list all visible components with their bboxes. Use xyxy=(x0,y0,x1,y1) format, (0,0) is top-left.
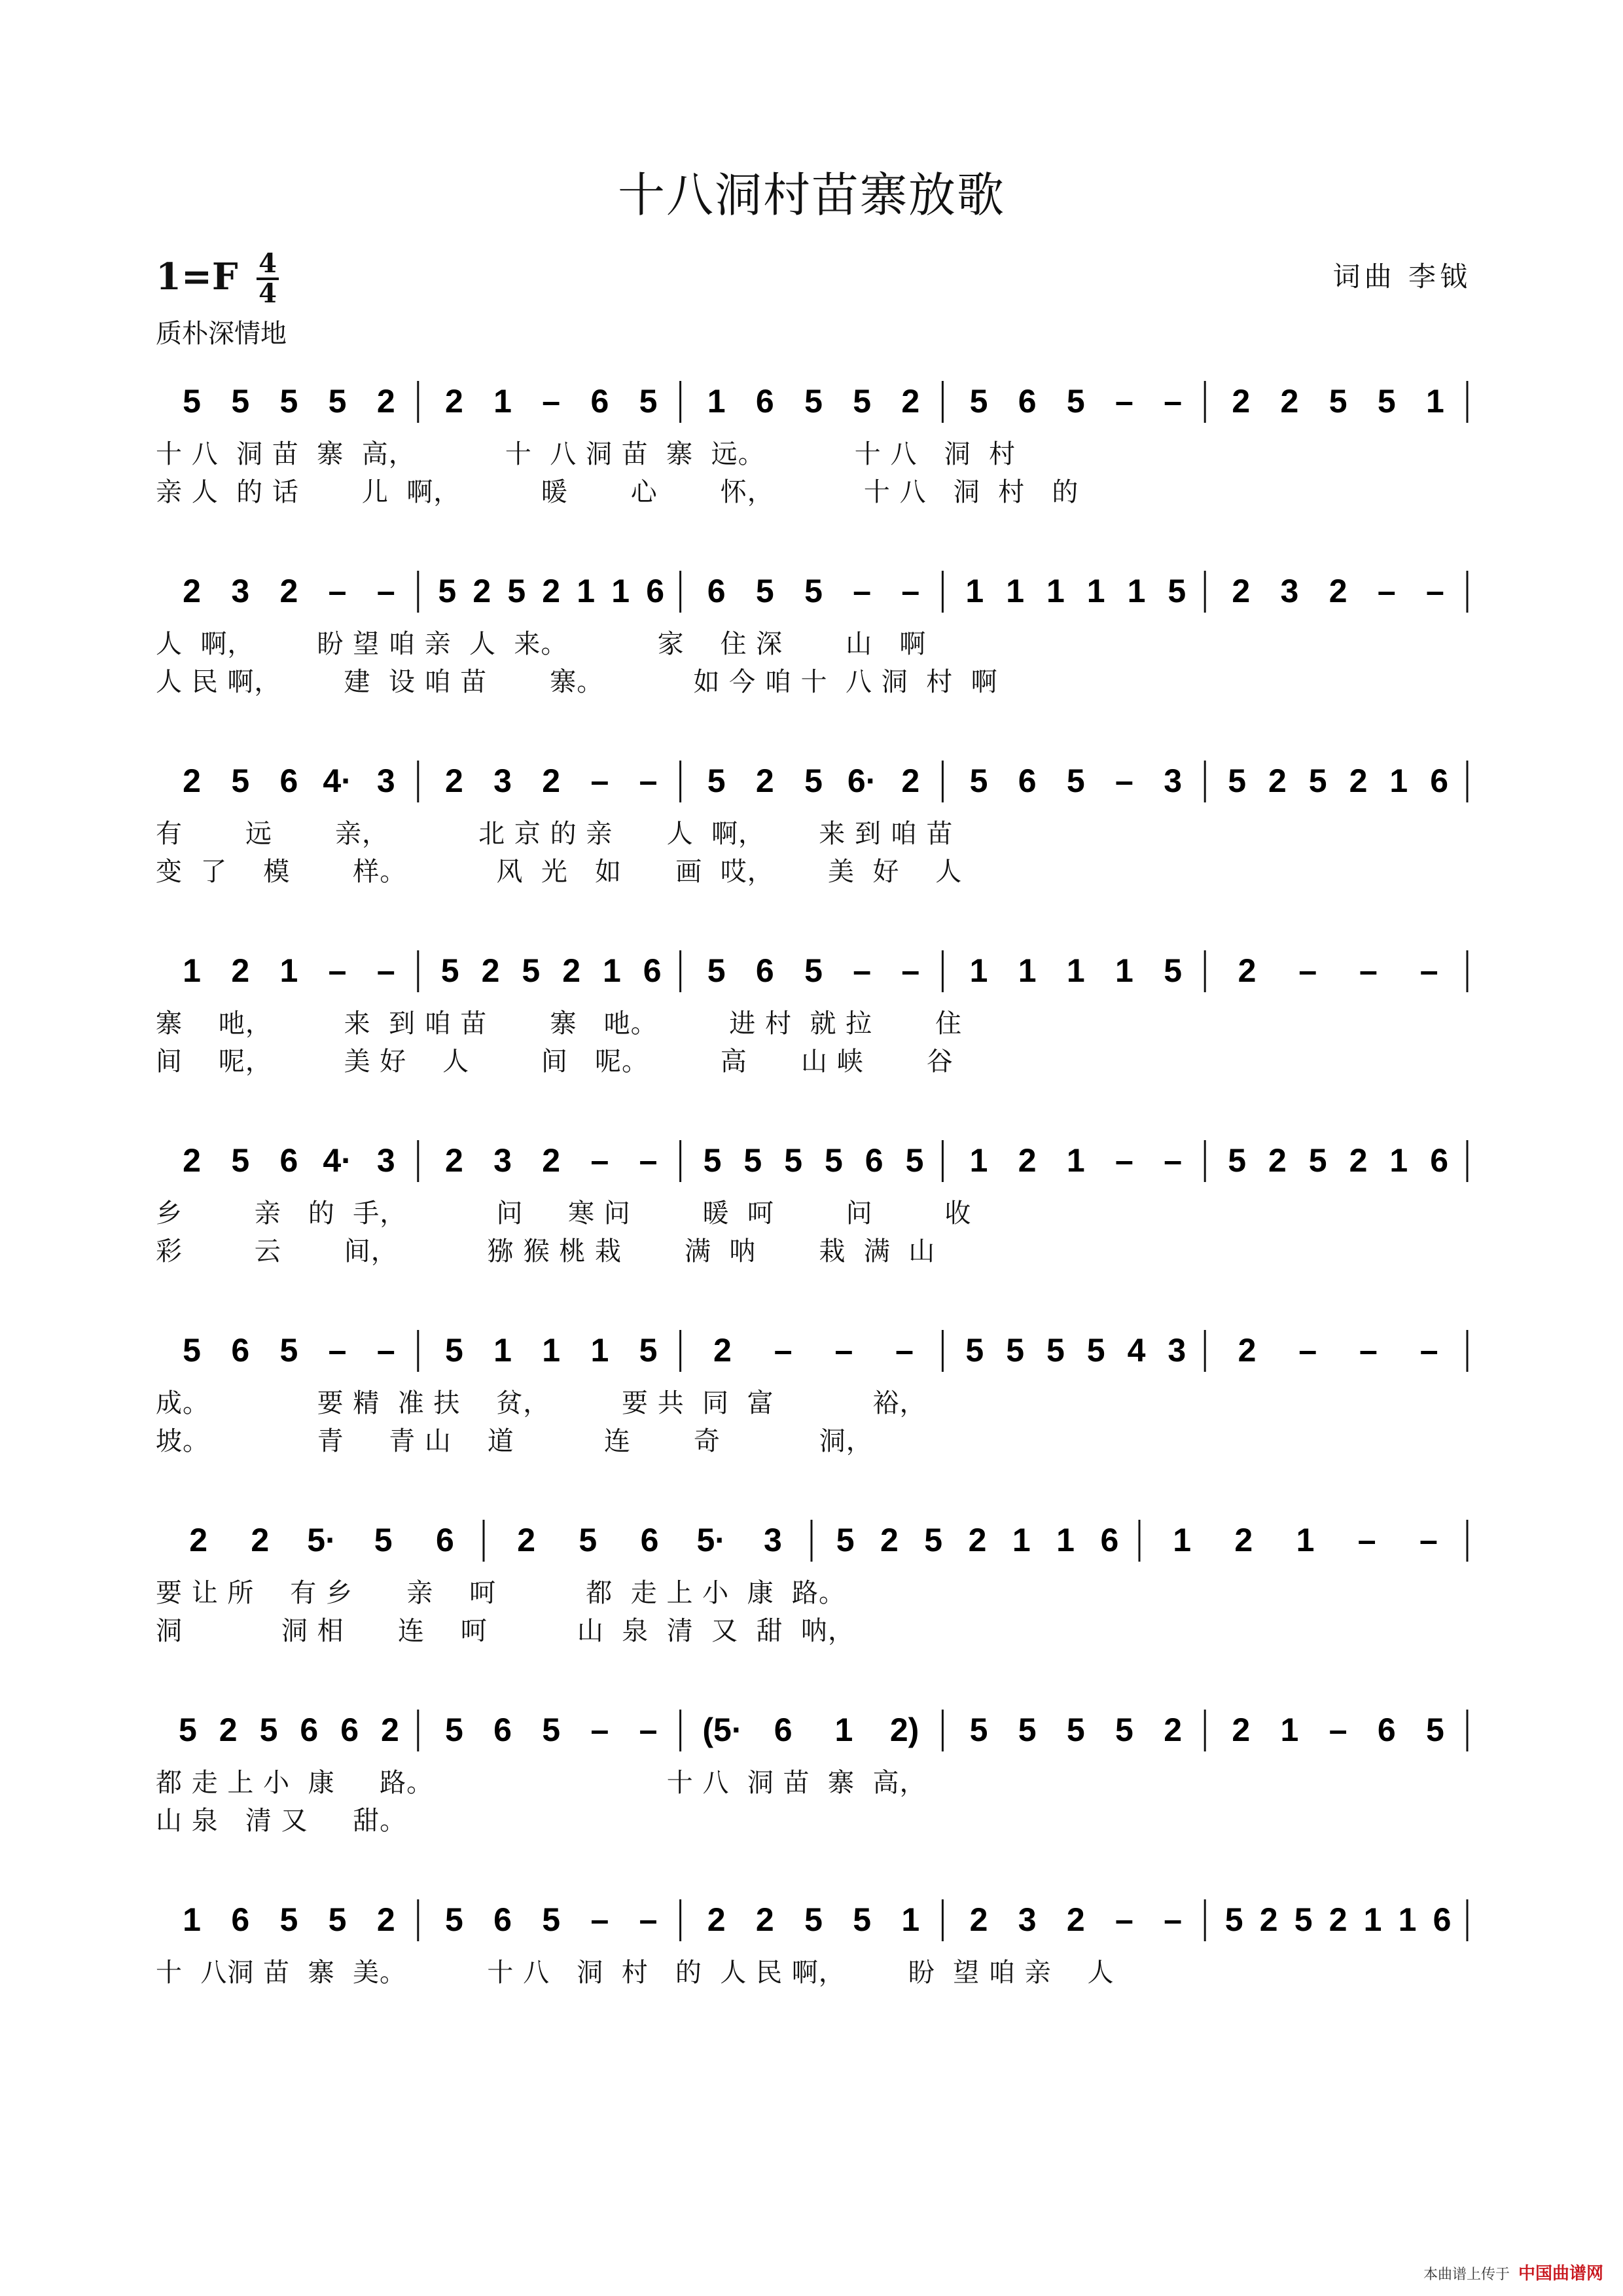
note: 6 xyxy=(1430,1142,1449,1179)
note: 4 xyxy=(1127,1332,1146,1369)
note: 1 xyxy=(834,1712,853,1748)
note: – xyxy=(376,952,395,989)
score-system xyxy=(0,1505,1623,1695)
note: 5 xyxy=(1294,1901,1313,1938)
note: 1 xyxy=(1398,1901,1417,1938)
note: 6 xyxy=(1377,1712,1396,1748)
note: 2 xyxy=(707,1901,726,1938)
note: – xyxy=(328,1332,347,1369)
notation-line xyxy=(0,1126,1623,1191)
note: – xyxy=(376,573,395,609)
note: 2 xyxy=(1232,383,1251,420)
note: – xyxy=(901,573,920,609)
note: 3 xyxy=(376,1142,395,1179)
note: 5 xyxy=(183,383,201,420)
note: 1 xyxy=(707,383,726,420)
note: 5 xyxy=(279,1332,298,1369)
note: 5 xyxy=(259,1712,278,1748)
note: 2 xyxy=(562,952,581,989)
note: 2 xyxy=(473,573,491,609)
lyric-line-2: 山 泉 清 又 甜。 xyxy=(156,1806,407,1836)
note: 5 xyxy=(804,952,823,989)
note: – xyxy=(590,1142,609,1179)
note: 5 xyxy=(328,383,347,420)
score-system xyxy=(0,556,1623,746)
note: 5 xyxy=(1329,383,1347,420)
note: 5 xyxy=(444,1712,463,1748)
note: 1 xyxy=(542,1332,561,1369)
note: 2 xyxy=(183,573,201,609)
note: – xyxy=(590,1901,609,1938)
note: 5 xyxy=(905,1142,924,1179)
note: 6 xyxy=(279,1142,298,1179)
note: 2 xyxy=(380,1712,399,1748)
note: 3 xyxy=(1280,573,1299,609)
note: 1 xyxy=(901,1901,920,1938)
score-system xyxy=(0,936,1623,1126)
note: – xyxy=(1115,383,1133,420)
note: 5 xyxy=(542,1901,561,1938)
note: 2 xyxy=(251,1522,270,1558)
note: 5 xyxy=(1224,1901,1243,1938)
note: 5 xyxy=(542,1712,561,1748)
note: 5 xyxy=(1168,573,1186,609)
note: 5 xyxy=(440,952,459,989)
note: 5 xyxy=(444,1332,463,1369)
note: 5 xyxy=(639,383,658,420)
note: – xyxy=(1164,1142,1183,1179)
note: 6 xyxy=(643,952,662,989)
note: – xyxy=(1419,952,1438,989)
note: 5 xyxy=(231,383,250,420)
time-signature-bottom: 4 xyxy=(259,278,277,309)
note: – xyxy=(1419,1332,1438,1369)
note: – xyxy=(1115,1142,1133,1179)
score-system xyxy=(0,1126,1623,1316)
note: 5 xyxy=(1018,1712,1037,1748)
note: – xyxy=(1298,1332,1317,1369)
note: 5 xyxy=(1308,762,1327,799)
note: 3 xyxy=(763,1522,782,1558)
site-logo: 中国曲谱网 xyxy=(1518,2264,1603,2284)
note: 1 xyxy=(1173,1522,1192,1558)
note: 5 xyxy=(804,762,823,799)
lyric-line-2: 间 呢， 美 好 人 间 呢。 高 山 峡 谷 xyxy=(156,1047,954,1077)
note: 6 xyxy=(231,1332,250,1369)
note: 5 xyxy=(743,1142,762,1179)
composer-credit: 词曲 李钺 xyxy=(1332,260,1471,293)
note: 2 xyxy=(1066,1901,1085,1938)
note: 2 xyxy=(231,952,250,989)
note: 1 xyxy=(969,952,988,989)
note: 5 xyxy=(804,383,823,420)
note: – xyxy=(901,952,920,989)
note: – xyxy=(328,952,347,989)
note: 5 xyxy=(1426,1712,1444,1748)
note: 5 xyxy=(924,1522,943,1558)
note: 6 xyxy=(279,762,298,799)
note: 6 xyxy=(865,1142,883,1179)
lyric-line-2: 彩 云 间， 猕 猴 桃 栽 满 呐 栽 满 山 xyxy=(156,1236,936,1266)
note: 5 xyxy=(1377,383,1396,420)
note: 5 xyxy=(755,573,774,609)
note: 2 xyxy=(1018,1142,1037,1179)
note: 2 xyxy=(444,383,463,420)
note: 6 xyxy=(493,1712,512,1748)
note: 1 xyxy=(1389,1142,1408,1179)
page-title: 十八洞村苗寨放歌 xyxy=(617,168,1005,223)
note: 5 xyxy=(969,1712,988,1748)
note: 5 xyxy=(507,573,526,609)
note: 2 xyxy=(901,383,920,420)
note: – xyxy=(1419,1522,1438,1558)
note: 1 xyxy=(1389,762,1408,799)
note: – xyxy=(1115,762,1133,799)
note: 2 xyxy=(1164,1712,1183,1748)
note: 2 xyxy=(969,1901,988,1938)
note: 5 xyxy=(1228,762,1247,799)
note: 5 xyxy=(1308,1142,1327,1179)
lyric-line-1: 有 远 亲， 北 京 的 亲 人 啊， 来 到 咱 苗 xyxy=(156,819,954,849)
note: 5 xyxy=(965,1332,984,1369)
note: 5· xyxy=(307,1522,336,1558)
note: 5 xyxy=(1066,762,1085,799)
note: 5 xyxy=(853,1901,872,1938)
note: 1 xyxy=(1046,573,1065,609)
note: – xyxy=(1164,1901,1183,1938)
notation-line xyxy=(0,367,1623,432)
note: 6 xyxy=(1018,383,1037,420)
note: 5 xyxy=(1006,1332,1025,1369)
note: – xyxy=(1359,952,1378,989)
note: – xyxy=(834,1332,853,1369)
note: – xyxy=(1329,1712,1347,1748)
note: – xyxy=(853,573,872,609)
note: 3 xyxy=(493,1142,512,1179)
note: 2 xyxy=(189,1522,208,1558)
note: 2 xyxy=(542,573,561,609)
note: 5 xyxy=(784,1142,803,1179)
note: 1 xyxy=(1066,952,1085,989)
note: 6 xyxy=(435,1522,454,1558)
note: 2 xyxy=(444,762,463,799)
note: 1 xyxy=(183,1901,201,1938)
score-system xyxy=(0,1695,1623,1885)
note: – xyxy=(1359,1332,1378,1369)
note: 2 xyxy=(1259,1901,1278,1938)
lyric-line-1: 十 八洞 苗 寨 美。 十 八 洞 村 的 人 民 啊， 盼 望 咱 亲 人 xyxy=(156,1958,1115,1988)
lyric-line-2: 人 民 啊， 建 设 咱 苗 寨。 如 今 咱 十 八 洞 村 啊 xyxy=(156,667,998,697)
lyric-line-2: 洞 洞 相 连 呵 山 泉 清 又 甜 呐， xyxy=(156,1616,855,1646)
note: 6 xyxy=(231,1901,250,1938)
note: 5 xyxy=(183,1332,201,1369)
note: 2 xyxy=(1232,1712,1251,1748)
note: 5 xyxy=(804,573,823,609)
note: 1 xyxy=(183,952,201,989)
note: 1 xyxy=(493,1332,512,1369)
note: 1 xyxy=(611,573,630,609)
note: 3 xyxy=(231,573,250,609)
lyric-line-2: 亲 人 的 话 儿 啊， 暖 心 怀， 十 八 洞 村 的 xyxy=(156,477,1079,507)
notation-line xyxy=(0,936,1623,1001)
notation-line xyxy=(0,1505,1623,1571)
note: 5 xyxy=(969,383,988,420)
note: 3 xyxy=(493,762,512,799)
note: – xyxy=(1357,1522,1376,1558)
note: 5 xyxy=(1086,1332,1105,1369)
note: 1 xyxy=(1056,1522,1075,1558)
note: 1 xyxy=(1012,1522,1031,1558)
note: 1 xyxy=(1066,1142,1085,1179)
notation-line xyxy=(0,1316,1623,1381)
note: 2 xyxy=(1234,1522,1253,1558)
note: 5 xyxy=(836,1522,855,1558)
note: 6 xyxy=(755,383,774,420)
note: 3 xyxy=(1018,1901,1037,1938)
note: 5 xyxy=(178,1712,197,1748)
note: 1 xyxy=(1127,573,1146,609)
note: 2 xyxy=(968,1522,987,1558)
note: 5 xyxy=(231,762,250,799)
note: 5 xyxy=(444,1901,463,1938)
note: 2 xyxy=(713,1332,732,1369)
note: 2) xyxy=(889,1712,919,1748)
note: – xyxy=(1377,573,1396,609)
lyric-line-1: 要 让 所 有 乡 亲 呵 都 走 上 小 康 路。 xyxy=(156,1578,846,1608)
lyric-line-1: 成。 要 精 准 扶 贫， 要 共 同 富 裕， xyxy=(156,1388,927,1418)
note: 5 xyxy=(374,1522,393,1558)
note: 5 xyxy=(804,1901,823,1938)
note: – xyxy=(1164,383,1183,420)
note: 6 xyxy=(340,1712,359,1748)
note: 2 xyxy=(1268,1142,1287,1179)
note: 5 xyxy=(279,1901,298,1938)
note: 2 xyxy=(755,1901,774,1938)
time-signature xyxy=(257,250,279,308)
note: 1 xyxy=(965,573,984,609)
note: 6 xyxy=(774,1712,793,1748)
note: – xyxy=(1426,573,1444,609)
note: 6 xyxy=(707,573,726,609)
note: 2 xyxy=(481,952,500,989)
note: 2 xyxy=(542,1142,561,1179)
note: 2 xyxy=(880,1522,899,1558)
note: – xyxy=(328,573,347,609)
note: (5· xyxy=(702,1712,743,1748)
lyric-line-2: 变 了 模 样。 风 光 如 画 哎， 美 好 人 xyxy=(156,857,963,887)
key-signature: 1=F xyxy=(156,255,238,298)
note: 2 xyxy=(444,1142,463,1179)
footer-text: 本曲谱上传于 xyxy=(1423,2267,1510,2283)
note: 6 xyxy=(1430,762,1449,799)
note: 2 xyxy=(1268,762,1287,799)
time-signature-top: 4 xyxy=(259,248,277,279)
note: 5 xyxy=(1228,1142,1247,1179)
note: 1 xyxy=(602,952,621,989)
note: 2 xyxy=(901,762,920,799)
note: 2 xyxy=(183,762,201,799)
score-system xyxy=(0,1885,1623,2075)
note: 1 xyxy=(1426,383,1444,420)
note: 2 xyxy=(183,1142,201,1179)
note: – xyxy=(376,1332,395,1369)
note: 6 xyxy=(755,952,774,989)
note: – xyxy=(542,383,561,420)
note: 2 xyxy=(1238,1332,1257,1369)
note: 5 xyxy=(328,1901,347,1938)
note: 1 xyxy=(1296,1522,1315,1558)
note: – xyxy=(590,1712,609,1748)
note: 5 xyxy=(707,952,726,989)
note: 1 xyxy=(577,573,596,609)
note: 2 xyxy=(517,1522,536,1558)
note: 2 xyxy=(1329,1901,1347,1938)
note: 5 xyxy=(279,383,298,420)
note: 5 xyxy=(438,573,457,609)
note: 5 xyxy=(1066,383,1085,420)
note: 5 xyxy=(824,1142,843,1179)
note: 1 xyxy=(590,1332,609,1369)
note: 2 xyxy=(376,383,395,420)
note: 2 xyxy=(376,1901,395,1938)
notation-line xyxy=(0,1695,1623,1761)
note: 2 xyxy=(1280,383,1299,420)
note: – xyxy=(895,1332,914,1369)
note: – xyxy=(639,1142,658,1179)
note: 2 xyxy=(279,573,298,609)
note: 2 xyxy=(1329,573,1347,609)
score-system xyxy=(0,1316,1623,1505)
note: 5 xyxy=(853,383,872,420)
note: 1 xyxy=(1006,573,1025,609)
note: 3 xyxy=(376,762,395,799)
lyric-line-1: 都 走 上 小 康 路。 十 八 洞 苗 寨 高， xyxy=(156,1768,927,1798)
note: 5 xyxy=(703,1142,722,1179)
note: 1 xyxy=(1115,952,1133,989)
note: 6 xyxy=(590,383,609,420)
note: – xyxy=(1115,1901,1133,1938)
note: 5 xyxy=(1066,1712,1085,1748)
note: – xyxy=(774,1332,793,1369)
note: 3 xyxy=(1168,1332,1186,1369)
note: 6 xyxy=(1433,1901,1452,1938)
note: 5 xyxy=(1164,952,1183,989)
note: 1 xyxy=(969,1142,988,1179)
notation-line xyxy=(0,1885,1623,1950)
note: 4· xyxy=(323,1142,352,1179)
note: 5 xyxy=(579,1522,597,1558)
note: 2 xyxy=(755,762,774,799)
note: 5 xyxy=(1115,1712,1133,1748)
note: 5 xyxy=(522,952,541,989)
score-system xyxy=(0,746,1623,936)
lyric-line-2: 坡。 青 青 山 道 连 奇 洞， xyxy=(156,1426,873,1456)
note: 6 xyxy=(1100,1522,1119,1558)
notation-line xyxy=(0,746,1623,812)
note: 4· xyxy=(323,762,352,799)
note: 2 xyxy=(1349,762,1368,799)
note: – xyxy=(639,1901,658,1938)
note: 1 xyxy=(1086,573,1105,609)
note: 1 xyxy=(493,383,512,420)
note: 5 xyxy=(1046,1332,1065,1369)
note: 6 xyxy=(493,1901,512,1938)
note: 2 xyxy=(1238,952,1257,989)
note: 6 xyxy=(640,1522,659,1558)
note: – xyxy=(639,1712,658,1748)
note: 5· xyxy=(696,1522,726,1558)
note: 6 xyxy=(300,1712,319,1748)
note: 2 xyxy=(219,1712,238,1748)
note: 1 xyxy=(1363,1901,1382,1938)
notation-line xyxy=(0,556,1623,622)
note: – xyxy=(639,762,658,799)
note: 5 xyxy=(231,1142,250,1179)
footer-credit xyxy=(1423,2260,1603,2284)
score-system xyxy=(0,367,1623,556)
note: 6 xyxy=(646,573,665,609)
note: 1 xyxy=(279,952,298,989)
note: 5 xyxy=(639,1332,658,1369)
note: 1 xyxy=(1018,952,1037,989)
lyric-line-1: 乡 亲 的 手， 问 寒 问 暖 呵 问 收 xyxy=(156,1198,972,1229)
note: – xyxy=(853,952,872,989)
note: 5 xyxy=(969,762,988,799)
note: 2 xyxy=(542,762,561,799)
note: 1 xyxy=(1280,1712,1299,1748)
note: 5 xyxy=(707,762,726,799)
lyric-line-1: 十 八 洞 苗 寨 高， 十 八 洞 苗 寨 远。 十 八 洞 村 xyxy=(156,439,1016,469)
note: 3 xyxy=(1164,762,1183,799)
note: – xyxy=(590,762,609,799)
tempo-marking: 质朴深情地 xyxy=(156,319,287,349)
note: 6· xyxy=(847,762,877,799)
note: 2 xyxy=(1232,573,1251,609)
note: 2 xyxy=(1349,1142,1368,1179)
note: – xyxy=(1298,952,1317,989)
lyric-line-1: 人 啊， 盼 望 咱 亲 人 来。 家 住 深 山 啊 xyxy=(156,629,927,659)
note: 6 xyxy=(1018,762,1037,799)
lyric-line-1: 寨 吔， 来 到 咱 苗 寨 吔。 进 村 就 拉 住 xyxy=(156,1009,963,1039)
